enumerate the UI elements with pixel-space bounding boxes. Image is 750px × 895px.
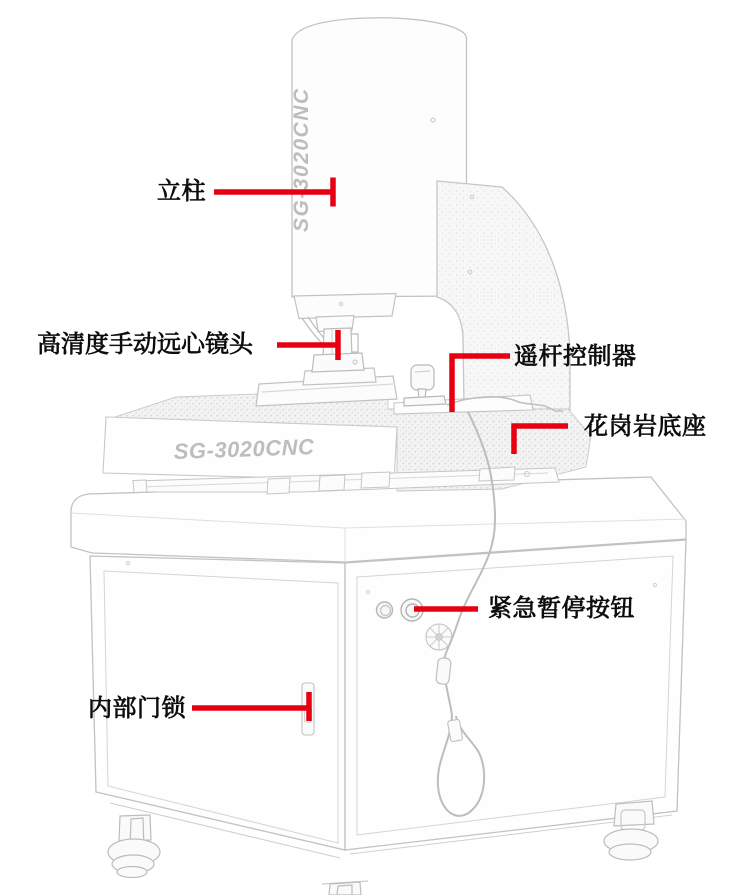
- callout-granite: 花岗岩底座: [584, 413, 707, 440]
- z-pedestal: [294, 294, 396, 332]
- model-text-base: SG-3020CNC: [173, 434, 315, 464]
- callout-lens: 高清度手动远心镜头: [37, 331, 253, 358]
- support-arm: [437, 181, 570, 410]
- model-text-column: SG-3020CNC: [290, 87, 313, 232]
- joystick: [404, 365, 446, 406]
- callout-joystick: 遥杆控制器: [514, 343, 637, 370]
- callout-door-lock: 内部门锁: [88, 695, 186, 722]
- foot-left: [108, 815, 160, 878]
- foot-center: [322, 881, 368, 895]
- ferrite-bead: [436, 657, 452, 684]
- callout-column: 立柱: [157, 178, 206, 205]
- xy-stage: [256, 368, 397, 406]
- callout-emergency-stop: 紧急暂停按钮: [488, 595, 635, 622]
